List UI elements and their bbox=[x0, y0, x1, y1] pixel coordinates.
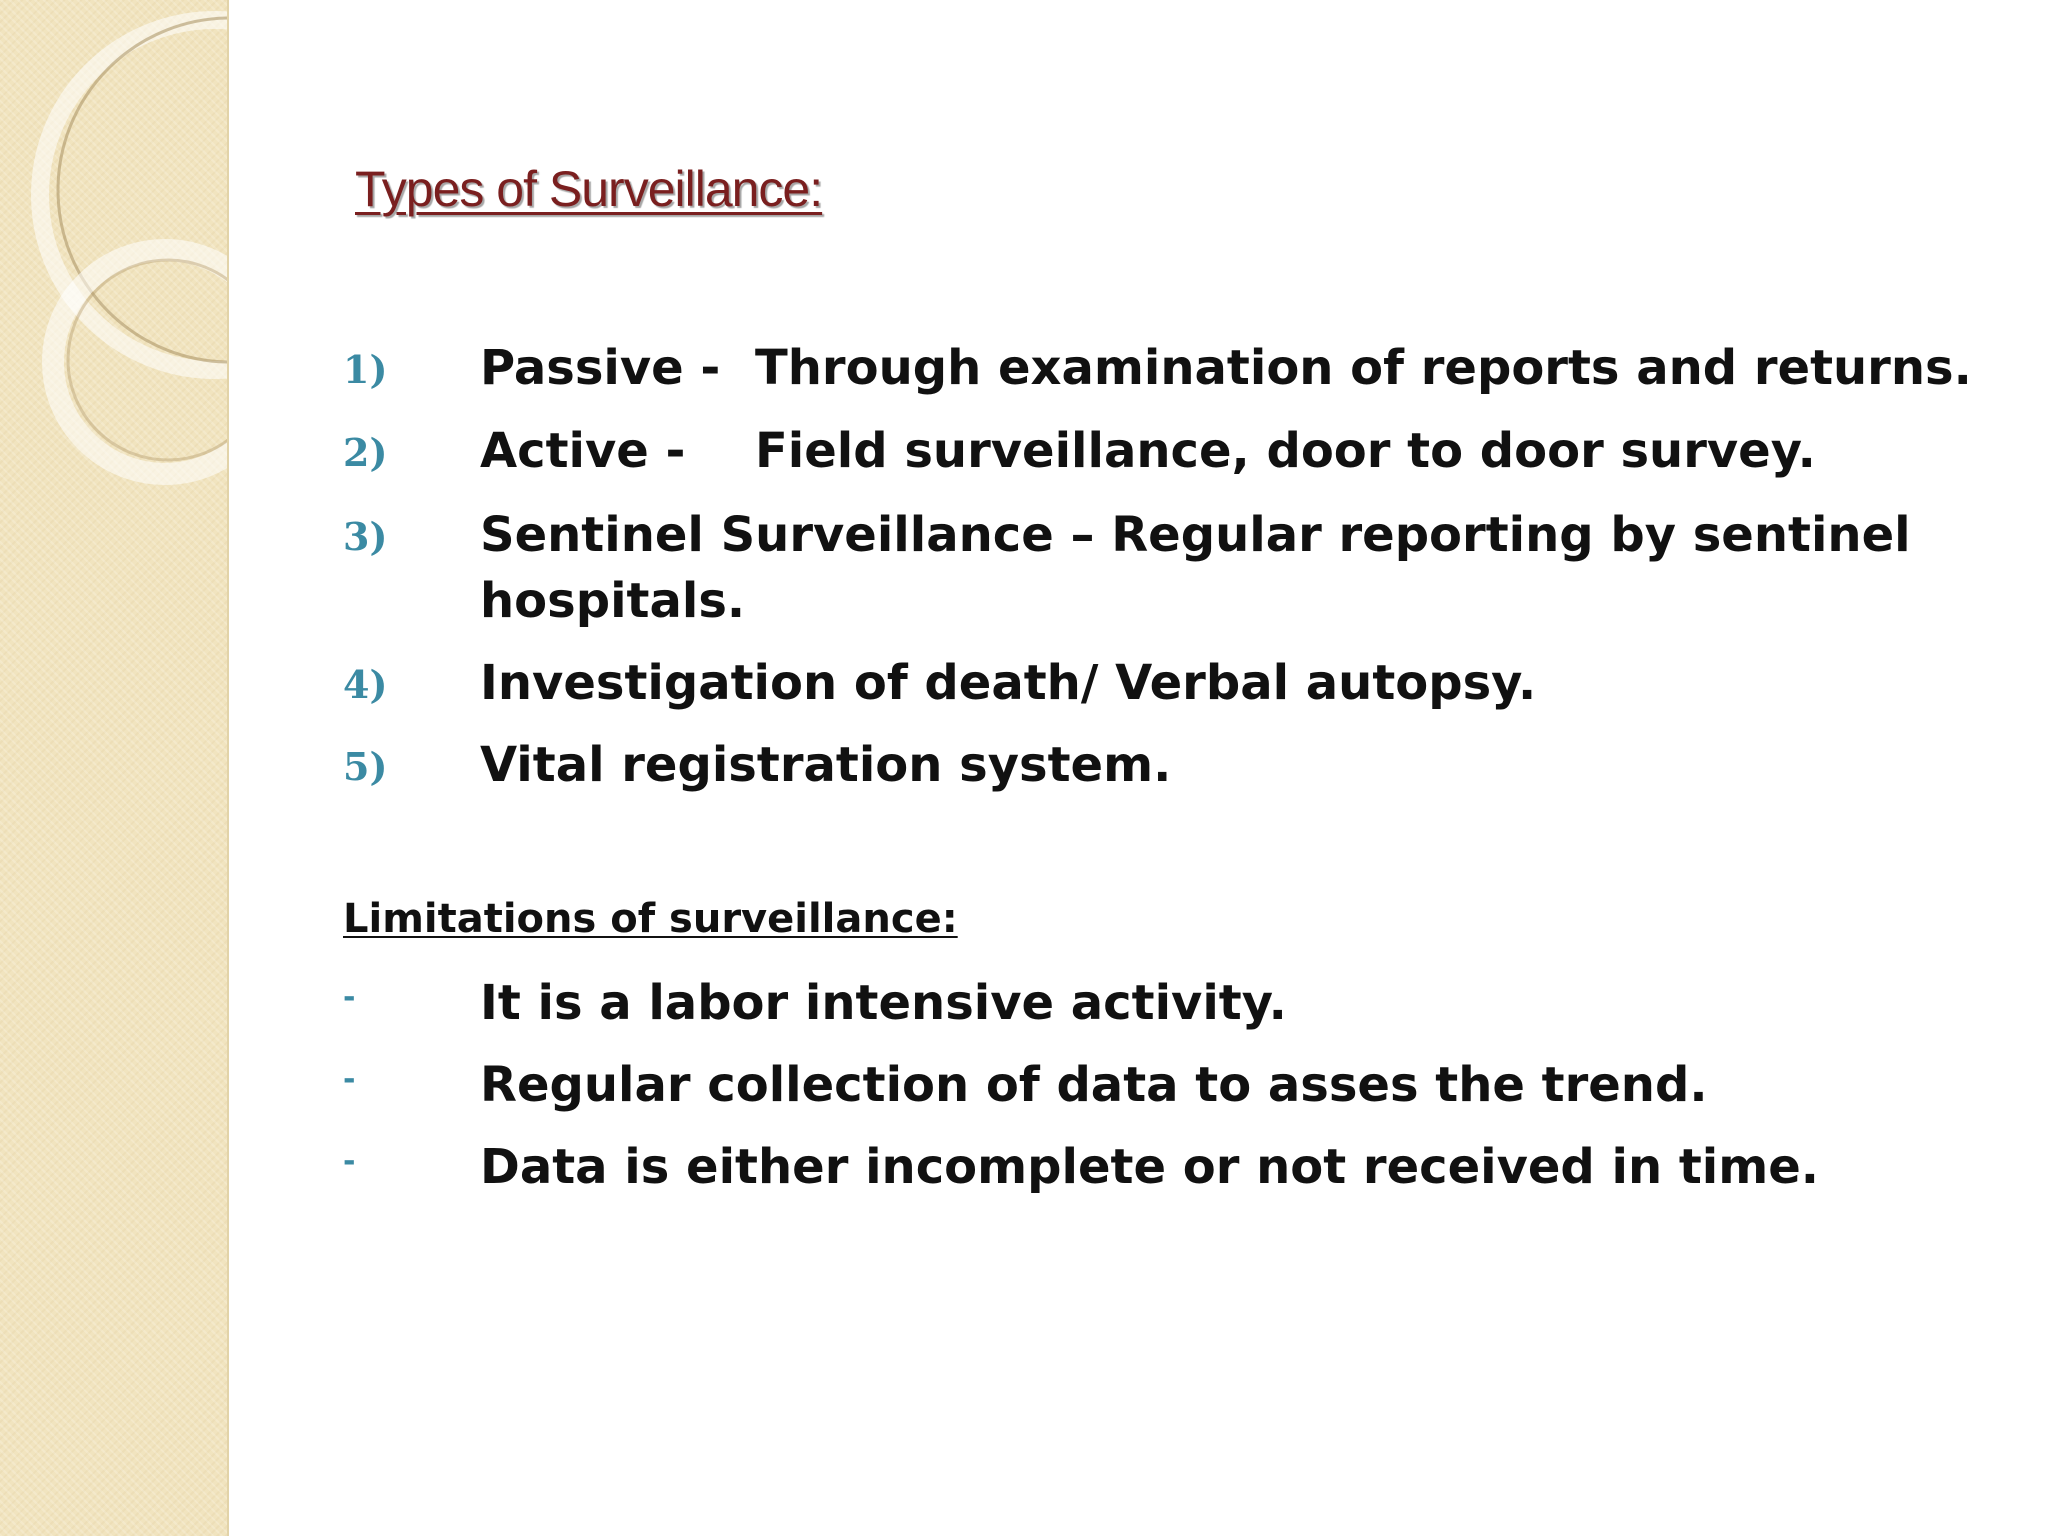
list-item bbox=[343, 650, 1536, 716]
list-item bbox=[343, 732, 1171, 798]
item-text: Investigation of death/ Verbal autopsy. bbox=[480, 655, 1537, 711]
list-marker: - bbox=[343, 1144, 356, 1179]
list-marker: 4) bbox=[343, 662, 388, 707]
slide-title: Types of Surveillance: bbox=[355, 161, 823, 217]
list-marker: - bbox=[343, 1062, 356, 1097]
decorative-side-band bbox=[0, 0, 229, 1536]
list-marker: 1) bbox=[343, 347, 388, 392]
list-item bbox=[343, 1052, 1708, 1118]
item-text: Vital registration system. bbox=[480, 737, 1172, 793]
list-item bbox=[343, 1134, 1819, 1200]
item-text: Sentinel Surveillance – Regular reporting by sentinel hospitals. bbox=[480, 507, 1911, 629]
list-marker: - bbox=[343, 980, 356, 1015]
decorative-rings bbox=[0, 0, 227, 560]
limitations-heading: Limitations of surveillance: bbox=[343, 896, 958, 942]
list-marker: 2) bbox=[343, 430, 388, 475]
item-text: Through examination of reports and returns. bbox=[755, 340, 1972, 396]
item-text: Data is either incomplete or not received in time. bbox=[480, 1139, 1820, 1195]
item-text: Regular collection of data to asses the trend. bbox=[480, 1057, 1708, 1113]
list-item bbox=[343, 970, 1287, 1036]
list-item bbox=[343, 335, 1972, 401]
item-term: Passive - bbox=[480, 340, 721, 396]
item-text: Field surveillance, door to door survey. bbox=[755, 423, 1816, 479]
list-marker: 5) bbox=[343, 744, 388, 789]
list-item bbox=[343, 418, 1816, 484]
item-text: It is a labor intensive activity. bbox=[480, 975, 1287, 1031]
item-term: Active - bbox=[480, 423, 686, 479]
list-marker: 3) bbox=[343, 514, 388, 559]
list-item bbox=[343, 502, 2020, 634]
